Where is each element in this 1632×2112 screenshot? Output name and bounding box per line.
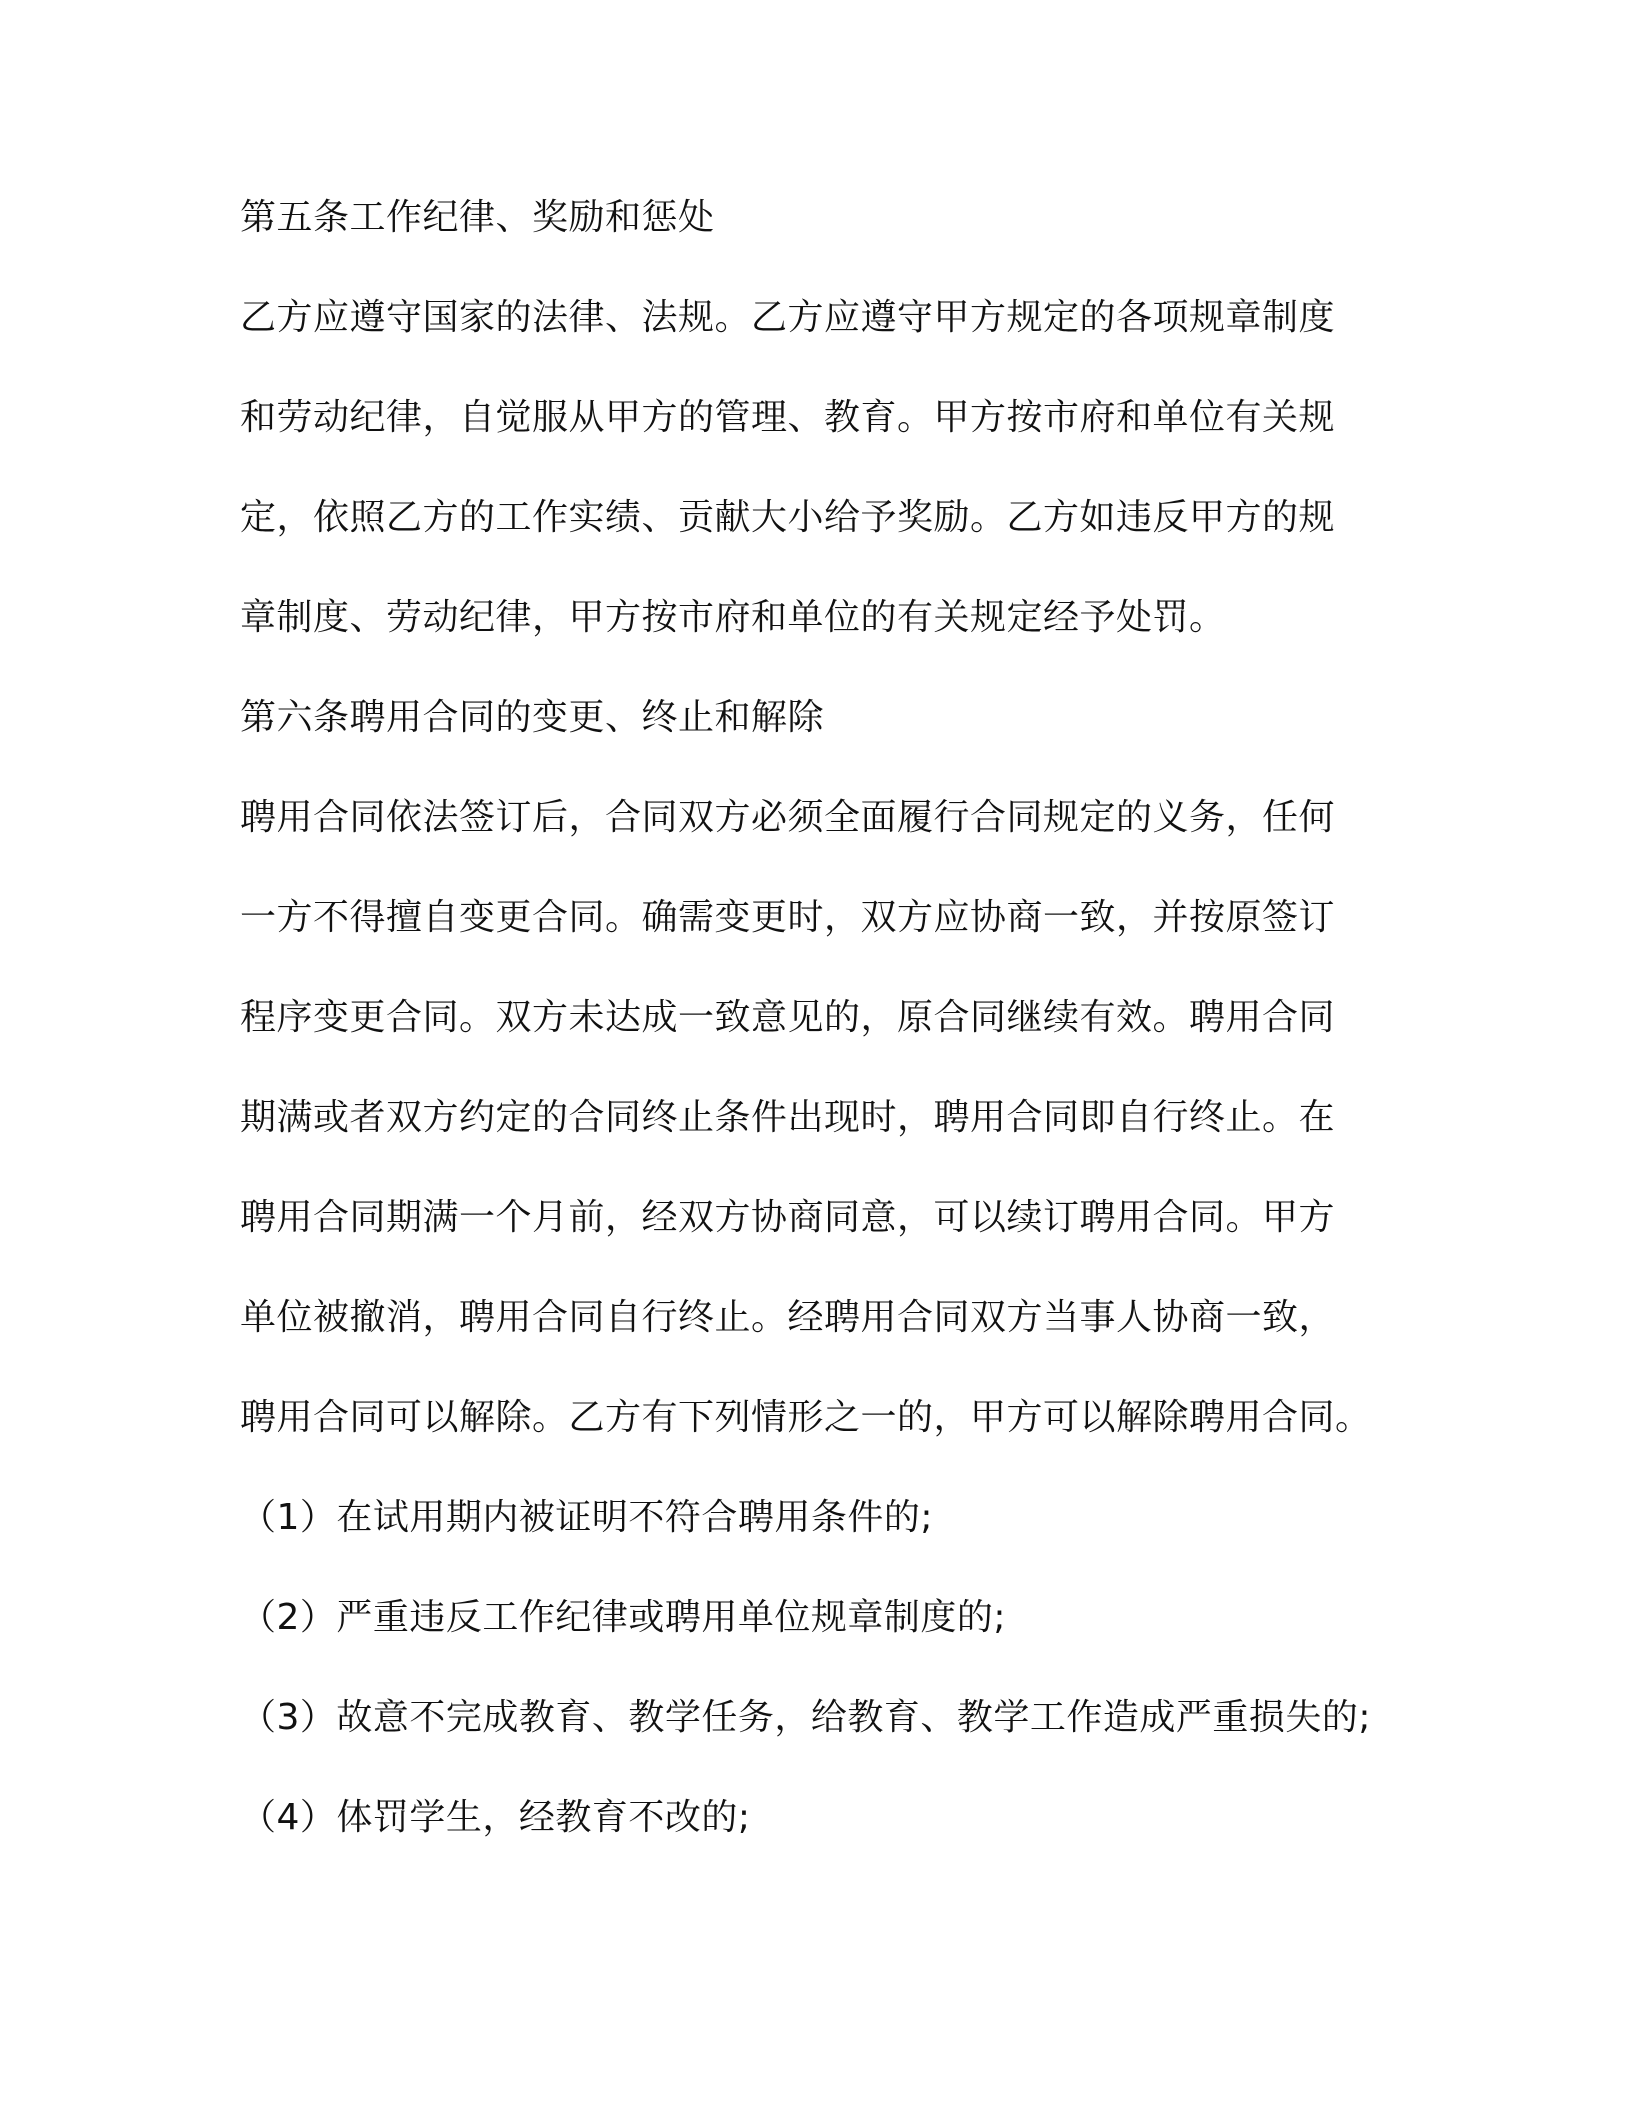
list-item-1: （1）在试用期内被证明不符合聘用条件的; <box>240 1497 934 1538</box>
section5-heading: 第五条工作纪律、奖励和惩处 <box>240 197 715 238</box>
list-item-4: （4）体罚学生，经教育不改的; <box>240 1797 751 1838</box>
section6-line-2: 一方不得擅自变更合同。确需变更时，双方应协商一致，并按原签订 <box>240 897 1336 938</box>
section6-line-6: 单位被撤消，聘用合同自行终止。经聘用合同双方当事人协商一致， <box>240 1297 1336 1338</box>
list-item-3: （3）故意不完成教育、教学任务，给教育、教学工作造成严重损失的; <box>240 1697 1372 1738</box>
section6-line-3: 程序变更合同。双方未达成一致意见的，原合同继续有效。聘用合同 <box>240 997 1336 1038</box>
section5-line-2: 和劳动纪律，自觉服从甲方的管理、教育。甲方按市府和单位有关规 <box>240 397 1336 438</box>
section5-line-4: 章制度、劳动纪律，甲方按市府和单位的有关规定经予处罚。 <box>240 597 1226 638</box>
section5-line-3: 定，依照乙方的工作实绩、贡献大小给予奖励。乙方如违反甲方的规 <box>240 497 1336 538</box>
list-item-2: （2）严重违反工作纪律或聘用单位规章制度的; <box>240 1597 1007 1638</box>
section6-line-1: 聘用合同依法签订后，合同双方必须全面履行合同规定的义务，任何 <box>240 797 1336 838</box>
section6-line-7: 聘用合同可以解除。乙方有下列情形之一的，甲方可以解除聘用合同。 <box>240 1397 1372 1438</box>
section6-line-4: 期满或者双方约定的合同终止条件出现时，聘用合同即自行终止。在 <box>240 1097 1336 1138</box>
section6-line-5: 聘用合同期满一个月前，经双方协商同意，可以续订聘用合同。甲方 <box>240 1197 1336 1238</box>
section5-line-1: 乙方应遵守国家的法律、法规。乙方应遵守甲方规定的各项规章制度 <box>240 297 1336 338</box>
section6-heading: 第六条聘用合同的变更、终止和解除 <box>240 697 825 738</box>
